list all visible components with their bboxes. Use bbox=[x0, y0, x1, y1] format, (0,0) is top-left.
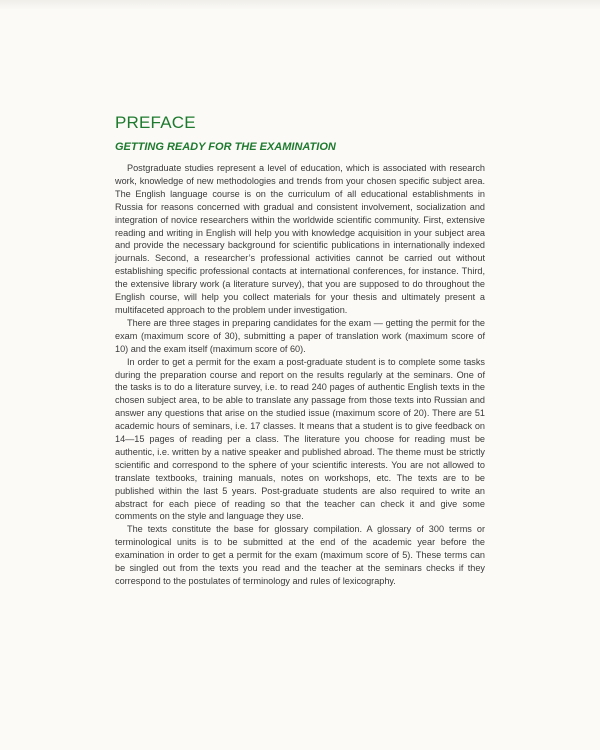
section-heading: GETTING READY FOR THE EXAMINATION bbox=[115, 141, 336, 153]
paragraph-permit: In order to get a permit for the exam a post-graduate student is to complete some tasks during the preparation course and report on the results regularly at the seminars. One of the tasks is to do a literature survey, i.e. to read 240 pages of authentic English texts in the chosen subject area, to be able to translate any passage from those texts into Russian and answer any questions that arise on the studied issue (maximum score of 20). There are 51 academic hours of seminars, i.e. 17 classes. It means that a student is to give feedback on 14—15 pages of reading per a class. The literature you choose for reading must be authentic, i.e. written by a native speaker and published abroad. The theme must be strictly scientific and correspond to the sphere of your scientific interests. You are not allowed to translate textbooks, training manuals, notes on workshops, etc. The texts are to be published within the last 5 years. Post-graduate students are also required to write an abstract for each piece of reading so that the teacher can check it and give some comments on the style and language they use. bbox=[115, 356, 485, 522]
paragraph-intro: Postgraduate studies represent a level of education, which is associated with research work, knowledge of new methodologies and trends from your chosen specific subject area. The English language course is on the curriculum of all educational establishments in Russia for reasons concerned with gradual and consistent involvement, socialization and integration of novice researchers within the worldwide scientific community. First, extensive reading and writing in English will help you with knowledge acquisition in your subject area and provide the necessary background for scientific publications in internationally indexed journals. Second, a researcher’s professional activities cannot be carried out without establishing specific professional contacts at international conferences, for instance. Third, the extensive library work (a literature survey), that you are supposed to do throughout the English course, will help you collect materials for your thesis and ultimately present a multifaceted approach to the problem under investigation. bbox=[115, 163, 485, 315]
page-title: PREFACE bbox=[115, 113, 196, 132]
paragraph-glossary: The texts constitute the base for glossary compilation. A glossary of 300 terms or terminological units is to be submitted at the end of the academic year before the examination in order to get a permit for the exam (maximum score of 5). These terms can be singled out from the texts you read and the teacher at the seminars checks if they correspond to the postulates of terminology and rules of lexicography. bbox=[115, 524, 485, 586]
scan-edge bbox=[0, 0, 600, 10]
body-text bbox=[115, 162, 485, 588]
paragraph-stages: There are three stages in preparing candidates for the exam — getting the permit for the exam (maximum score of 30), submitting a paper of translation work (maximum score of 10) and the exam itself (maximum score of 60). bbox=[115, 317, 485, 354]
